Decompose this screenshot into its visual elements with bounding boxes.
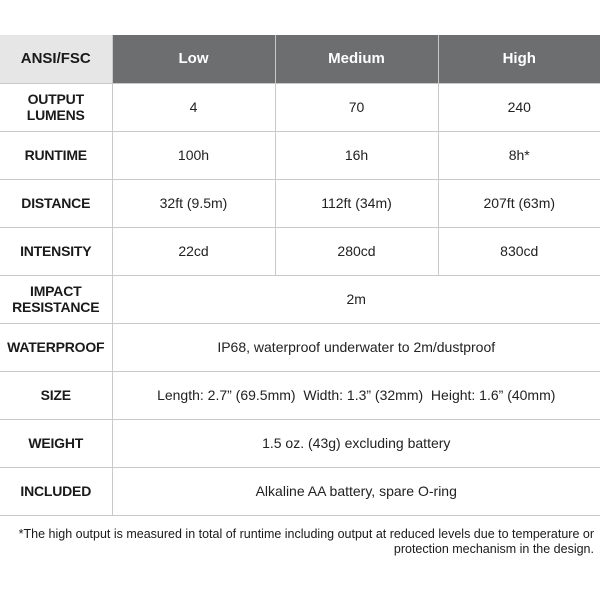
footnote-line1: *The high output is measured in total of runtime including output at reduced levels due to temperature or: [18, 527, 594, 541]
row-waterproof: [0, 323, 600, 371]
row-weight: [0, 419, 600, 467]
size-value: Length: 2.7” (69.5mm) Width: 1.3” (32mm) Height: 1.6” (40mm): [112, 371, 600, 419]
intensity-medium: 280cd: [275, 227, 438, 275]
row-included: [0, 467, 600, 515]
label-output: OUTPUT: [27, 91, 84, 107]
header-medium: Medium: [275, 35, 438, 83]
distance-medium: 112ft (34m): [275, 179, 438, 227]
row-size: [0, 371, 600, 419]
runtime-medium: 16h: [275, 131, 438, 179]
footnote-line2: protection mechanism in the design.: [393, 542, 594, 556]
distance-high: 207ft (63m): [438, 179, 600, 227]
label-size: SIZE: [0, 371, 112, 419]
label-weight: WEIGHT: [0, 419, 112, 467]
label-resistance: RESISTANCE: [12, 299, 100, 315]
label-runtime: RUNTIME: [0, 131, 112, 179]
intensity-low: 22cd: [112, 227, 275, 275]
waterproof-value: IP68, waterproof underwater to 2m/dustproof: [112, 323, 600, 371]
included-value: Alkaline AA battery, spare O-ring: [112, 467, 600, 515]
row-output-lumens: [0, 83, 600, 131]
label-intensity: INTENSITY: [0, 227, 112, 275]
output-medium: 70: [275, 83, 438, 131]
header-row: [0, 35, 600, 83]
label-impact-resistance: [0, 275, 112, 323]
output-low: 4: [112, 83, 275, 131]
spec-table: [0, 35, 600, 516]
row-distance: [0, 179, 600, 227]
header-high: High: [438, 35, 600, 83]
header-low: Low: [112, 35, 275, 83]
distance-low: 32ft (9.5m): [112, 179, 275, 227]
row-impact-resistance: [0, 275, 600, 323]
runtime-low: 100h: [112, 131, 275, 179]
label-impact: IMPACT: [30, 283, 82, 299]
label-lumens: LUMENS: [26, 107, 85, 123]
output-high: 240: [438, 83, 600, 131]
label-included: INCLUDED: [0, 467, 112, 515]
label-output-lumens: [0, 83, 112, 131]
weight-value: 1.5 oz. (43g) excluding battery: [112, 419, 600, 467]
row-runtime: [0, 131, 600, 179]
row-intensity: [0, 227, 600, 275]
runtime-high: 8h*: [438, 131, 600, 179]
label-distance: DISTANCE: [0, 179, 112, 227]
impact-value: 2m: [112, 275, 600, 323]
label-waterproof: WATERPROOF: [0, 323, 112, 371]
header-corner: ANSI/FSC: [0, 35, 112, 83]
intensity-high: 830cd: [438, 227, 600, 275]
footnote: [4, 527, 594, 557]
